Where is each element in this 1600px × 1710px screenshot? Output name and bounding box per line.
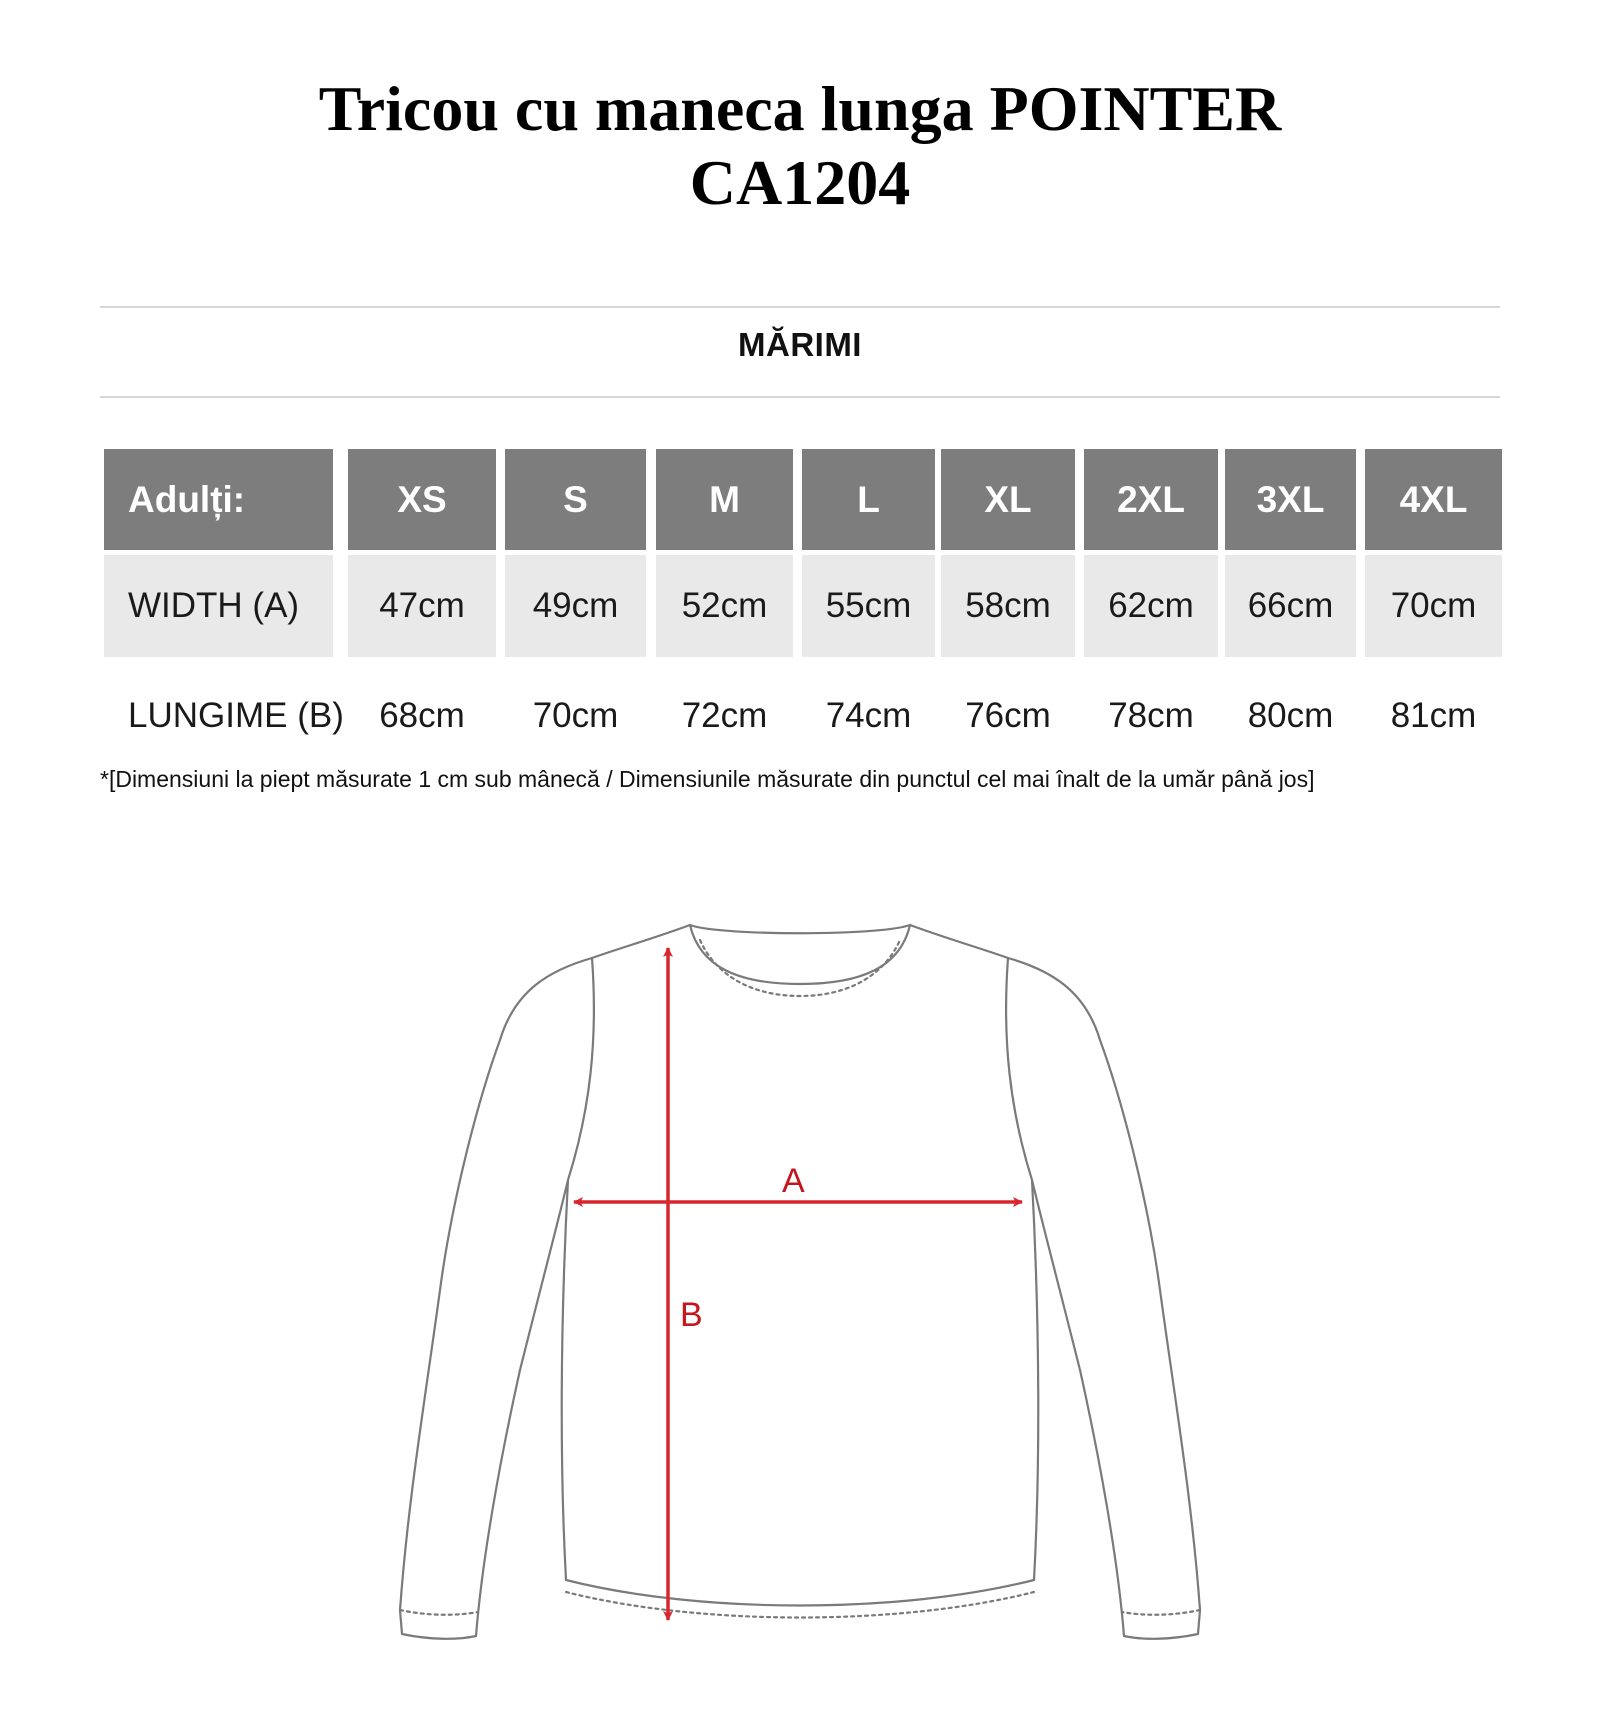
shirt-measurement-diagram [380, 900, 1220, 1660]
size-header-l: L [802, 449, 935, 550]
length-value-xs: 68cm [379, 696, 465, 735]
divider-top [100, 306, 1500, 308]
width-value-xs: 47cm [348, 555, 496, 657]
product-title-line-2: CA1204 [689, 147, 911, 218]
length-value-3xl: 80cm [1247, 696, 1334, 735]
length-value-l: 74cm [825, 696, 912, 735]
size-header-m: M [656, 449, 793, 550]
length-value-s: 70cm [532, 696, 619, 735]
width-value-xl: 58cm [941, 555, 1075, 657]
product-title-line-1: Tricou cu maneca lunga POINTER [318, 73, 1282, 144]
width-value-3xl: 66cm [1225, 555, 1356, 657]
width-value-m: 52cm [656, 555, 793, 657]
size-header-2xl: 2XL [1084, 449, 1218, 550]
length-value-xl: 76cm [965, 696, 1051, 735]
length-value-4xl: 81cm [1390, 696, 1477, 735]
width-value-4xl: 70cm [1365, 555, 1502, 657]
divider-bottom [100, 396, 1500, 398]
section-heading: MĂRIMI [738, 326, 862, 363]
header-label-cell: Adulți: [104, 449, 333, 550]
width-value-2xl: 62cm [1084, 555, 1218, 657]
length-value-m: 72cm [681, 696, 768, 735]
size-header-xl: XL [941, 449, 1075, 550]
width-arrow-label: A [782, 1162, 805, 1200]
row-label-length: LUNGIME (B) [128, 696, 344, 735]
width-value-l: 55cm [802, 555, 935, 657]
length-arrow-label: B [680, 1296, 703, 1334]
row-label-width: WIDTH (A) [104, 555, 333, 657]
size-header-s: S [505, 449, 646, 550]
size-header-4xl: 4XL [1365, 449, 1502, 550]
size-header-xs: XS [348, 449, 496, 550]
long-sleeve-shirt-outline [400, 925, 1200, 1639]
length-value-2xl: 78cm [1108, 696, 1194, 735]
size-header-3xl: 3XL [1225, 449, 1356, 550]
product-title [0, 72, 1600, 220]
measurement-footnote: *[Dimensiuni la piept măsurate 1 cm sub mânecă / Dimensiunile măsurate din punctul cel mai înalt de la umăr până jos] [100, 766, 1315, 792]
width-value-s: 49cm [505, 555, 646, 657]
